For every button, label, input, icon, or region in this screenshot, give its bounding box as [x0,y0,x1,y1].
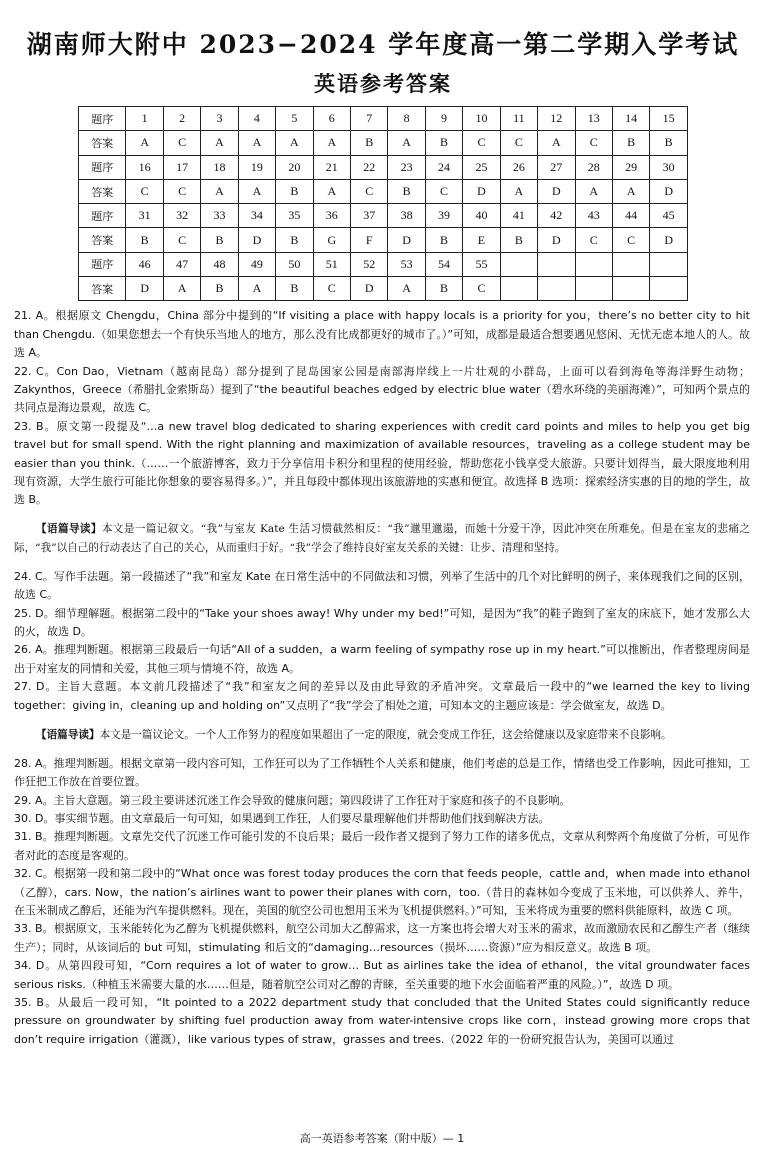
answer-cell: D [388,228,425,252]
question-number-row-label: 题序 [79,252,126,276]
question-number-row [79,107,688,131]
answer-row [79,277,688,301]
question-number-cell: 15 [650,107,688,131]
question-number-cell: 27 [538,155,575,179]
answer-explanation: 25. D。细节理解题。根据第二段中的“Take your shoes away! Why under my bed!”可知，是因为“我”的鞋子跑到了室友的床底下，她才发那么大的火，故选 D。 [14,606,750,639]
answer-cell: C [575,131,612,155]
answer-cell [500,277,537,301]
question-number-cell: 51 [313,252,350,276]
answer-cell [650,277,688,301]
answer-cell: A [612,179,649,203]
question-number-cell: 45 [650,204,688,228]
passage-guide-note [14,726,750,744]
question-number-cell: 52 [350,252,387,276]
question-number-cell: 20 [276,155,313,179]
passage-guide-tag: 【语篇导读】 [36,523,102,536]
page-title: 湖南师大附中 2023−2024 学年度高一第二学期入学考试 [26,30,740,59]
answer-explanation: 22. C。Con Dao，Vietnam（越南昆岛）部分提到了昆岛国家公园是南部海岸线上一片壮观的小群岛，上面可以看到海龟等海洋野生动物；Zakynthos，Greece（希腊扎金索斯岛）提到了“the beautiful beaches edged by electric blue water（碧水环绕的美丽海滩）”，可知两个景点的共同点是海边景观，故选 C。 [14,364,750,415]
question-number-cell: 9 [425,107,462,131]
answer-cell [575,277,612,301]
question-number-cell: 8 [388,107,425,131]
question-number-cell: 1 [126,107,163,131]
question-number-cell: 11 [500,107,537,131]
question-number-cell: 47 [163,252,200,276]
question-number-cell: 29 [612,155,649,179]
question-number-cell: 34 [238,204,275,228]
question-number-row [79,204,688,228]
answer-cell: B [612,131,649,155]
question-number-cell: 5 [276,107,313,131]
answer-cell: D [238,228,275,252]
answer-explanation: 24. C。写作手法题。第一段描述了“我”和室友 Kate 在日常生活中的不同做法和习惯，列举了生活中的几个对比鲜明的例子，来体现我们之间的区别，故选 C。 [14,569,750,602]
passage-guide-tag: 【语篇导读】 [36,728,100,741]
answer-cell: C [612,228,649,252]
answer-cell [538,277,575,301]
question-number-cell: 37 [350,204,387,228]
answer-cell: A [201,179,238,203]
page-footer: 高一英语参考答案（附中版）— 1 [299,1132,465,1145]
question-number-cell: 26 [500,155,537,179]
answer-explanation: 33. B。根据原文，玉米能转化为乙醇为飞机提供燃料，航空公司加大乙醇需求，这一方案也将会增大对玉米的需求，故而激励农民和乙醇生产者（继续生产）；同时，从该词后的 but 可知，stimulating 和后文的“damaging…resources（损坏……资源）”应为相反意义。故选 B 项。 [14,922,750,954]
question-number-cell: 40 [463,204,500,228]
question-number-cell: 10 [463,107,500,131]
question-number-cell: 32 [163,204,200,228]
question-number-cell: 3 [201,107,238,131]
answer-cell: D [650,228,688,252]
answer-cell: C [500,131,537,155]
question-number-cell: 12 [538,107,575,131]
answer-cell: A [238,179,275,203]
answer-cell: A [575,179,612,203]
question-number-cell: 36 [313,204,350,228]
answer-cell: C [575,228,612,252]
answer-explanation: 31. B。推理判断题。文章先交代了沉迷工作可能引发的不良后果；最后一段作者又提到了努力工作的诸多优点，文章从利弊两个角度做了分析，可见作者对此的态度是客观的。 [14,830,750,862]
answer-cell: A [313,179,350,203]
question-number-cell: 16 [126,155,163,179]
question-number-row-label: 题序 [79,204,126,228]
answer-cell: D [538,228,575,252]
question-number-cell: 42 [538,204,575,228]
answer-cell: F [350,228,387,252]
answer-explanation: 28. A。推理判断题。根据文章第一段内容可知，工作狂可以为了工作牺牲个人关系和健康，他们考虑的总是工作，情绪也受工作影响，因此可推知，工作狂把工作放在首要位置。 [14,756,750,789]
question-number-cell: 22 [350,155,387,179]
answer-cell: B [425,228,462,252]
question-number-cell: 46 [126,252,163,276]
question-number-cell: 14 [612,107,649,131]
answer-cell: A [388,131,425,155]
question-number-cell [538,252,575,276]
question-number-cell: 54 [425,252,462,276]
answer-cell: D [463,179,500,203]
answer-cell: A [238,277,275,301]
question-number-cell: 19 [238,155,275,179]
question-number-row-label: 题序 [79,155,126,179]
question-number-row [79,155,688,179]
answer-row-label: 答案 [79,228,126,252]
answer-cell: A [276,131,313,155]
answer-cell: C [350,179,387,203]
answer-cell: C [163,179,200,203]
question-number-cell: 55 [463,252,500,276]
answer-cell: B [425,277,462,301]
answer-cell: C [126,179,163,203]
page-subtitle: 英语参考答案 [314,72,452,96]
answer-cell: A [201,131,238,155]
answer-cell: B [350,131,387,155]
question-number-cell: 41 [500,204,537,228]
question-number-cell: 24 [425,155,462,179]
answer-cell: D [650,179,688,203]
question-number-cell: 33 [201,204,238,228]
question-number-cell: 35 [276,204,313,228]
question-number-cell: 43 [575,204,612,228]
question-number-cell: 17 [163,155,200,179]
question-number-cell: 39 [425,204,462,228]
question-number-cell: 48 [201,252,238,276]
answer-cell: D [126,277,163,301]
answer-cell: B [650,131,688,155]
answer-cell: A [238,131,275,155]
passage-guide-text: 本文是一篇记叙文。“我”与室友 Kate 生活习惯截然相反：“我”邋里邋遢，而她十分爱干净，因此冲突在所难免。但是在室友的悲痛之际，“我”以自己的行动表达了自己的关心，从而重归于好。“我”学会了维持良好室友关系的关键：让步、清理和坚持。 [14,523,750,554]
answer-cell: B [201,277,238,301]
question-number-row-label: 题序 [79,107,126,131]
answer-row [79,179,688,203]
answer-row-label: 答案 [79,277,126,301]
question-number-cell: 28 [575,155,612,179]
answer-cell: B [388,179,425,203]
answer-cell: B [126,228,163,252]
question-number-cell: 50 [276,252,313,276]
question-number-cell: 30 [650,155,688,179]
question-number-cell: 38 [388,204,425,228]
explanations-section [14,307,752,1049]
passage-guide-note [14,520,750,557]
answer-explanation: 30. D。事实细节题。由文章最后一句可知，如果遇到工作狂，人们要尽量理解他们并帮助他们找到解决方法。 [14,811,550,825]
answer-cell: A [313,131,350,155]
answer-explanation: 35. B。从最后一段可知，“It pointed to a 2022 department study that concluded that the United States could significantly reduce pressure on groundwater by shifting fuel production away from water-intensive crops like corn，instead growing more crops that don’t require irrigation（灌溉），like various types of straw，grasses and trees.（2022 年的一份研究报告认为，美国可以通过 [14,995,750,1046]
answer-cell: C [463,131,500,155]
question-number-cell: 6 [313,107,350,131]
answer-cell: A [500,179,537,203]
passage-guide-text: 本文是一篇议论文。一个人工作努力的程度如果超出了一定的限度，就会变成工作狂，这会给健康以及家庭带来不良影响。 [99,728,672,741]
answer-cell: C [463,277,500,301]
answer-cell: A [163,277,200,301]
answer-cell: C [163,228,200,252]
question-number-cell [575,252,612,276]
answer-explanation: 23. B。原文第一段提及“…a new travel blog dedicated to sharing experiences with credit card points and miles to help you get big travel but for small spend. With the right planning and maximization of available resources，traveling as a college student may be easier than you think.（……一个旅游博客，致力于分享信用卡积分和里程的使用经验，帮助您花小钱享受大旅游。只要计划得当，最大限度地利用现有资源，大学生旅行可能比你想象的要容易得多。）”，并且每段中都体现出该旅游地的实惠和便宜。故选择 B 选项：探索经济实惠的目的地的学生，故选 B。 [14,419,750,507]
answer-row-label: 答案 [79,131,126,155]
question-number-cell: 44 [612,204,649,228]
answer-explanation: 27. D。主旨大意题。本文前几段描述了“我”和室友之间的差异以及由此导致的矛盾冲突。文章最后一段中的“we learned the key to living together：giving in，cleaning up and holding on”又点明了“我”学会了相处之道，可知本文的主题应该是：学会做室友，故选 D。 [14,680,750,712]
answer-table [78,106,688,301]
answer-cell: E [463,228,500,252]
question-number-cell: 2 [163,107,200,131]
question-number-cell: 13 [575,107,612,131]
question-number-cell: 49 [238,252,275,276]
answer-cell: B [276,179,313,203]
answer-explanation: 29. A。主旨大意题。第三段主要讲述沉迷工作会导致的健康问题；第四段讲了工作狂对于家庭和孩子的不良影响。 [14,793,571,807]
question-number-cell: 4 [238,107,275,131]
answer-cell: D [538,179,575,203]
question-number-cell: 25 [463,155,500,179]
answer-cell: B [201,228,238,252]
answer-explanation: 21. A。根据原文 Chengdu，China 部分中提到的“If visiting a place with happy locals is a priority for you，there’s no better city to hit than Chengdu.（如果您想去一个有快乐当地人的地方，那么没有比成都更好的城市了。）”可知，成都是最适合想要遇见悠闲、无忧无虑本地人的人。故选 A。 [14,309,751,360]
answer-cell: C [313,277,350,301]
question-number-cell: 18 [201,155,238,179]
answer-cell: B [276,277,313,301]
answer-row [79,228,688,252]
answer-explanation: 32. C。根据第一段和第二段中的“What once was forest today produces the corn that feeds people，cattle and，when made into ethanol（乙醇），cars. Now，the nation’s airlines want to power their planes with corn，too.（昔日的森林如今变成了玉米地，可以供养人、养牛，在玉米制成乙醇后，还能为汽车提供燃料。现在，美国的航空公司也想用玉米为飞机提供燃料。）”可知，玉米将成为重要的燃料供能原料，故选 C 项。 [14,867,750,917]
answer-cell: C [163,131,200,155]
answer-row [79,131,688,155]
answer-cell: C [425,179,462,203]
answer-explanation: 26. A。推理判断题。根据第三段最后一句话“All of a sudden，a warm feeling of sympathy rose up in my heart.”可以推断出，作者整理房间是出于对室友的同情和关爱，其他三项与情境不符，故选 A。 [14,643,750,675]
answer-cell: D [350,277,387,301]
answer-explanation: 34. D。从第四段可知，“Corn requires a lot of water to grow… But as airlines take the idea of ethanol，the vital groundwater faces serious risks.（种植玉米需要大量的水……但是，随着航空公司对乙醇的青睐，至关重要的地下水会面临着严重的风险。）”，故选 D 项。 [14,959,750,991]
answer-cell: B [276,228,313,252]
question-number-cell: 31 [126,204,163,228]
question-number-cell [650,252,688,276]
answer-cell [612,277,649,301]
question-number-cell [500,252,537,276]
question-number-row [79,252,688,276]
answer-cell: A [388,277,425,301]
answer-cell: G [313,228,350,252]
question-number-cell: 21 [313,155,350,179]
answer-cell: B [425,131,462,155]
answer-row-label: 答案 [79,179,126,203]
answer-cell: B [500,228,537,252]
question-number-cell [612,252,649,276]
question-number-cell: 7 [350,107,387,131]
question-number-cell: 53 [388,252,425,276]
question-number-cell: 23 [388,155,425,179]
answer-cell: A [538,131,575,155]
answer-cell: A [126,131,163,155]
